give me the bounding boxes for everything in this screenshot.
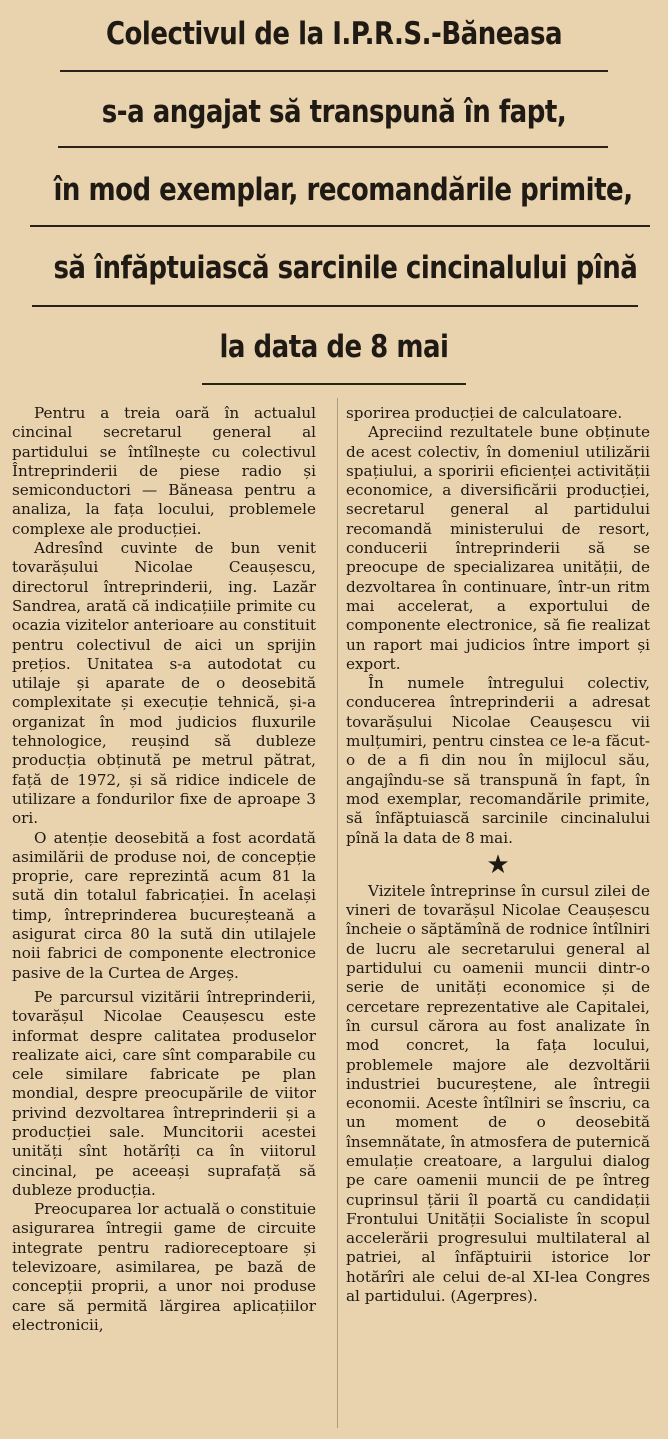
left-paragraph-5: Preocuparea lor actuală o constituie asigurarea întregii game de circuite integrate pentru radioreceptoare și televizoare, asimilarea, pe bază de concepții proprii, a unor noi produse care să permită lărgirea aplicațiilor electronicii, [12,1200,316,1334]
right-paragraph-4: Vizitele întreprinse în cursul zilei de vineri de tovarășul Nicolae Ceaușescu încheie o săptămînă de rodnice întîlniri de lucru ale secretarului general al partidului cu oamenii muncii dintr-o serie de unități economice și de cercetare reprezentative ale Capitalei, în cursul cărora au fost analizate în mod concret, la fața locului, problemele majore ale dezvoltării industriei bucureștene, ale întregii economii. Aceste întîlniri se înscriu, ca un moment de o deosebită însemnătate, în atmosfera de puternică emulație creatoare, a largului dialog pe care oamenii muncii de pe întreg cuprinsul țării îl poartă cu candidații Frontului Unității Socialiste în scopul accelerării progresului multilateral al patriei, al înfăptuirii istorice lor hotărîri ale celui de-al XI-lea Congres al partidului. (Agerpres). [346,881,650,1306]
left-paragraph-4: Pe parcursul vizitării întreprinderii, tovarășul Nicolae Ceaușescu este informat despre calitatea produselor realizate aici, care sînt comparabile cu cele similare fabricate pe plan mondial, despre preocupările de viitor privind dezvoltarea întreprinderii și a producției sale. Muncitorii acestei unități sînt hotărîți ca în viitorul cincinal, pe aceeași suprafață să dubleze producția. [12,987,316,1199]
headline-rule-2 [58,146,608,148]
column-divider [337,398,338,1428]
headline-rule-1 [60,70,608,72]
headline-line-4: să înfăptuiască sarcinile cincinalului pînă [53,250,638,286]
right-paragraph-2: Apreciind rezultatele bune obținute de acest colectiv, în domeniul utilizării spațiului, a sporirii eficienței activității economice, a diversificării producției, secretarul general al partidului recomandă ministerului de resort, conducerii întreprinderii să se preocupe de specializarea unității, de dezvoltarea în continuare, într-un ritm mai accelerat, a exportului de componente electronice, să fie realizat un raport mai judicios între import și export. [346,423,650,673]
right-paragraph-1: sporirea producției de calculatoare. [346,404,623,422]
headline-line-3: în mod exemplar, recomandările primite, [53,172,633,208]
left-paragraph-3: O atenție deosebită a fost acordată asimilării de produse noi, de concepție proprie, care reprezintă acum 81 la sută din totalul fabricației. În același timp, întreprinderea bucureșteană a asigurat circa 80 la sută din utilajele noii fabrici de componente electronice pasive de la Curtea de Argeș. [12,828,316,982]
headline-rule-3 [30,225,650,227]
article-right-column [346,404,650,1306]
headline-line-2: s-a angajat să transpună în fapt, [101,94,567,130]
right-paragraph-3: În numele întregului colectiv, conducerea întreprinderii a adresat tovarășului Nicolae Ceaușescu vii mulțumiri, pentru cinstea ce le-a făcut-o de a fi din nou în mijlocul său, angajîndu-se să transpună în fapt, în mod exemplar, recomandările primite, să înfăptuiască sarcinile cincinalului pînă la data de 8 mai. [346,674,650,847]
left-paragraph-2: Adresînd cuvinte de bun venit tovarășului Nicolae Ceaușescu, directorul întreprinderii, ing. Lazăr Sandrea, arată că indicațiile primite cu ocazia vizitelor anterioare au constituit pentru colectivul de aici un sprijin prețios. Unitatea s-a autodotat cu utilaje și aparate de o deosebită complexitate și execuție tehnică, și-a organizat în mod judicios fluxurile tehnologice, reușind să dubleze producția obținută pe metrul pătrat, față de 1972, și să ridice indicele de utilizare a fondurilor fixe de aproape 3 ori. [12,539,316,828]
headline-line-5: la data de 8 mai [219,329,449,365]
left-paragraph-1: Pentru a treia oară în actualul cincinal secretarul general al partidului se întîlnește cu colectivul Întreprinderii de piese radio și semiconductori — Băneasa pentru a analiza, la fața locului, problemele complexe ale producției. [12,404,316,538]
headline-line-1: Colectivul de la I.P.R.S.-Băneasa [105,16,563,52]
star-separator-icon: ★ [486,849,510,880]
headline-rule-5 [202,383,466,385]
article-left-column [12,404,316,1335]
headline-rule-4 [32,305,638,307]
